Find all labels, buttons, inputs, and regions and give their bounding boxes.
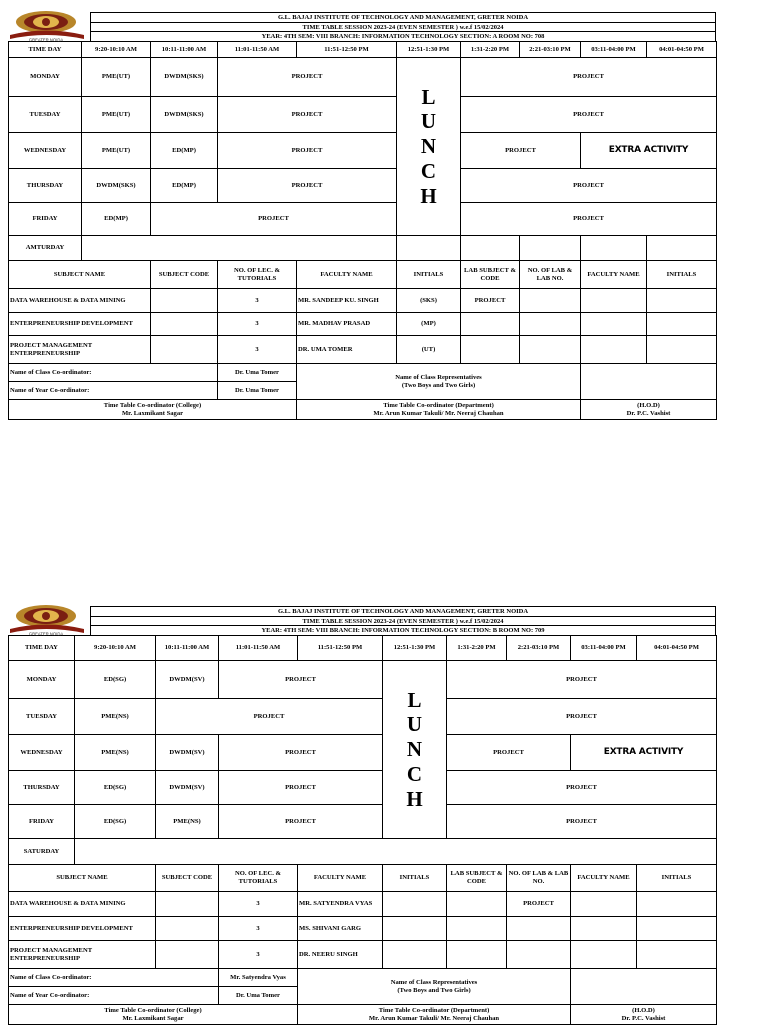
subject-code xyxy=(151,313,218,336)
subject-name: DATA WAREHOUSE & DATA MINING xyxy=(9,289,151,313)
lab-initials xyxy=(637,892,717,917)
lunch-letter: N xyxy=(420,134,437,159)
class-cell: PROJECT xyxy=(447,771,717,805)
lecture-count: 3 xyxy=(218,313,297,336)
schedule-table xyxy=(8,635,717,1025)
subject-name: PROJECT MANAGEMENT ENTERPRENEURSHIP xyxy=(9,336,151,364)
class-cell: PROJECT xyxy=(461,58,717,97)
slot-header: 12:51-1:30 PM xyxy=(383,636,447,661)
col-header: NO. OF LAB & LAB NO. xyxy=(507,865,571,892)
col-header: INITIALS xyxy=(647,261,717,289)
class-cell: PROJECT xyxy=(219,661,383,699)
department-coordinator xyxy=(297,400,581,420)
col-header: FACULTY NAME xyxy=(297,261,397,289)
class-cell: PROJECT xyxy=(447,661,717,699)
slot-header: 9:20-10:10 AM xyxy=(82,42,151,58)
lunch-letter: L xyxy=(421,84,436,109)
lab-initials xyxy=(647,289,717,313)
slot-header: 10:11-11:00 AM xyxy=(151,42,218,58)
faculty-name: DR. UMA TOMER xyxy=(297,336,397,364)
college-coordinator-name: Mr. Laxmikant Sagar xyxy=(121,409,184,417)
lab-number: PROJECT xyxy=(507,892,571,917)
lunch-letter: U xyxy=(420,109,437,134)
day-row xyxy=(9,699,717,735)
class-cell: PME(UT) xyxy=(82,133,151,169)
hod-title: (H.O.D) xyxy=(637,401,660,409)
class-coordinator-label: Name of Class Co-ordinator: xyxy=(9,969,219,987)
empty-cell xyxy=(581,236,647,261)
faculty-initials: (SKS) xyxy=(397,289,461,313)
empty-cell xyxy=(397,236,461,261)
lab-number xyxy=(520,289,581,313)
day-label: SATURDAY xyxy=(9,839,75,865)
day-label: WEDNESDAY xyxy=(9,133,82,169)
lunch-letter: U xyxy=(406,712,423,737)
day-label: AMTURDAY xyxy=(9,236,82,261)
slot-header: 9:20-10:10 AM xyxy=(75,636,156,661)
session-line: TIME TABLE SESSION 2023-24 (EVEN SEMESTER ) w.e.f 15/02/2024 xyxy=(90,22,716,32)
day-row xyxy=(9,97,717,133)
class-cell: PROJECT xyxy=(151,203,397,236)
slot-header: 1:31-2:20 PM xyxy=(447,636,507,661)
class-cell: PROJECT xyxy=(219,771,383,805)
class-cell: PME(UT) xyxy=(82,58,151,97)
empty-cell xyxy=(571,969,717,1005)
college-coordinator xyxy=(9,400,297,420)
faculty-initials: (MP) xyxy=(397,313,461,336)
lecture-count: 3 xyxy=(219,941,298,969)
day-row xyxy=(9,805,717,839)
time-day-header: TIME DAY xyxy=(9,42,82,58)
class-cell: PME(NS) xyxy=(75,735,156,771)
col-header: NO. OF LAB & LAB NO. xyxy=(520,261,581,289)
lecture-count: 3 xyxy=(218,289,297,313)
slot-header: 03:11-04:00 PM xyxy=(571,636,637,661)
subject-header-row xyxy=(9,261,717,289)
day-label: MONDAY xyxy=(9,661,75,699)
college-coordinator-title: Time Table Co-ordinator (College) xyxy=(104,1006,202,1014)
col-header: FACULTY NAME xyxy=(298,865,383,892)
lab-initials xyxy=(647,336,717,364)
schedule-table xyxy=(8,41,717,420)
day-row xyxy=(9,771,717,805)
col-header: SUBJECT NAME xyxy=(9,261,151,289)
subject-code xyxy=(151,336,218,364)
class-cell: PROJECT xyxy=(461,97,717,133)
coordinator-row xyxy=(9,364,717,382)
institute-name: G.L. BAJAJ INSTITUTE OF TECHNOLOGY AND MANAGEMENT, GRETER NOIDA xyxy=(90,12,716,22)
slot-header: 10:11-11:00 AM xyxy=(156,636,219,661)
class-cell: PROJECT xyxy=(219,735,383,771)
day-label: TUESDAY xyxy=(9,699,75,735)
day-row xyxy=(9,661,717,699)
day-row xyxy=(9,58,717,97)
class-cell: DWDM(SKS) xyxy=(82,169,151,203)
subject-row xyxy=(9,917,717,941)
year-coordinator-name: Dr. Uma Tomer xyxy=(219,987,298,1005)
subject-name: PROJECT MANAGEMENT ENTERPRENEURSHIP xyxy=(9,941,156,969)
day-row xyxy=(9,839,717,865)
col-header: SUBJECT NAME xyxy=(9,865,156,892)
class-cell: PROJECT xyxy=(218,58,397,97)
class-cell: ED(MP) xyxy=(151,133,218,169)
timetable-section-b xyxy=(8,606,716,1025)
class-cell: PROJECT xyxy=(447,805,717,839)
class-cell: PROJECT xyxy=(447,735,571,771)
class-info-line: YEAR: 4TH SEM: VIII BRANCH: INFORMATION TECHNOLOGY SECTION: B ROOM NO: 709 xyxy=(90,625,716,635)
subject-code xyxy=(151,289,218,313)
lab-initials xyxy=(637,917,717,941)
svg-text:GREATER NOIDA: GREATER NOIDA xyxy=(28,631,64,636)
lunch-letter: H xyxy=(406,786,423,811)
class-cell: ED(SG) xyxy=(75,771,156,805)
class-cell: PROJECT xyxy=(461,169,717,203)
col-header: LAB SUBJECT & CODE xyxy=(461,261,520,289)
faculty-name: MR. MADHAV PRASAD xyxy=(297,313,397,336)
subject-code xyxy=(156,941,219,969)
slot-header: 1:31-2:20 PM xyxy=(461,42,520,58)
empty-cell xyxy=(520,236,581,261)
timetable-header xyxy=(8,606,716,635)
day-label: THURSDAY xyxy=(9,771,75,805)
lab-subject xyxy=(447,917,507,941)
day-row xyxy=(9,203,717,236)
lab-subject: PROJECT xyxy=(461,289,520,313)
class-cell: PROJECT xyxy=(461,203,717,236)
institute-name: G.L. BAJAJ INSTITUTE OF TECHNOLOGY AND MANAGEMENT, GRETER NOIDA xyxy=(90,606,716,616)
lab-subject xyxy=(461,336,520,364)
empty-cell xyxy=(581,364,717,400)
timetable-header xyxy=(8,12,716,41)
lab-faculty xyxy=(581,313,647,336)
day-label: FRIDAY xyxy=(9,805,75,839)
col-header: INITIALS xyxy=(397,261,461,289)
class-cell: PME(NS) xyxy=(75,699,156,735)
lab-faculty xyxy=(571,941,637,969)
subject-row xyxy=(9,941,717,969)
slot-header: 11:51-12:50 PM xyxy=(297,42,397,58)
faculty-initials xyxy=(383,892,447,917)
department-coordinator-name: Mr. Arun Kumar Takuli/ Mr. Neeraj Chauhan xyxy=(373,409,504,417)
year-coordinator-label: Name of Year Co-ordinator: xyxy=(9,382,218,400)
subject-code xyxy=(156,892,219,917)
lab-subject xyxy=(461,313,520,336)
department-coordinator xyxy=(298,1005,571,1025)
lab-number xyxy=(520,336,581,364)
subject-row xyxy=(9,892,717,917)
class-cell: DWDM(SKS) xyxy=(151,58,218,97)
lab-faculty xyxy=(571,917,637,941)
slot-header: 11:01-11:50 AM xyxy=(218,42,297,58)
lab-faculty xyxy=(581,289,647,313)
lab-number xyxy=(520,313,581,336)
lab-initials xyxy=(637,941,717,969)
class-cell: PROJECT xyxy=(218,169,397,203)
slot-header: 04:01-04:50 PM xyxy=(637,636,717,661)
slot-header: 03:11-04:00 PM xyxy=(581,42,647,58)
college-coordinator-title: Time Table Co-ordinator (College) xyxy=(103,401,202,409)
class-cell: ED(MP) xyxy=(151,169,218,203)
col-header: FACULTY NAME xyxy=(571,865,637,892)
slot-header: 2:21-03:10 PM xyxy=(507,636,571,661)
col-header: SUBJECT CODE xyxy=(156,865,219,892)
col-header: NO. OF LEC. & TUTORIALS xyxy=(219,865,298,892)
department-coordinator-title: Time Table Co-ordinator (Department) xyxy=(378,1006,490,1014)
college-logo-icon xyxy=(8,604,86,636)
extra-activity-cell: EXTRA ACTIVITY xyxy=(571,735,717,771)
lab-number xyxy=(507,941,571,969)
lab-initials xyxy=(647,313,717,336)
class-representatives xyxy=(298,969,571,1005)
empty-cell xyxy=(82,236,397,261)
class-cell: PROJECT xyxy=(218,97,397,133)
timetable-section-a xyxy=(8,12,716,420)
day-label: THURSDAY xyxy=(9,169,82,203)
hod-name: Dr. P.C. Vashist xyxy=(621,1014,666,1022)
day-row xyxy=(9,169,717,203)
class-cell: DWDM(SKS) xyxy=(151,97,218,133)
class-coordinator-name: Dr. Uma Tomer xyxy=(218,364,297,382)
col-header: NO. OF LEC. & TUTORIALS xyxy=(218,261,297,289)
col-header: INITIALS xyxy=(383,865,447,892)
year-coordinator-name: Dr. Uma Tomer xyxy=(218,382,297,400)
faculty-name: DR. NEERU SINGH xyxy=(298,941,383,969)
slot-header: 04:01-04:50 PM xyxy=(647,42,717,58)
lunch-cell xyxy=(383,661,447,839)
lab-number xyxy=(507,917,571,941)
faculty-name: MS. SHIVANI GARG xyxy=(298,917,383,941)
lunch-letter: L xyxy=(407,687,422,712)
lunch-letter: N xyxy=(406,737,423,762)
hod xyxy=(581,400,717,420)
class-cell: ED(SG) xyxy=(75,661,156,699)
day-label: WEDNESDAY xyxy=(9,735,75,771)
empty-cell xyxy=(75,839,717,865)
empty-cell xyxy=(461,236,520,261)
signature-row xyxy=(9,1005,717,1025)
class-cell: PROJECT xyxy=(461,133,581,169)
college-coordinator xyxy=(9,1005,298,1025)
col-header: SUBJECT CODE xyxy=(151,261,218,289)
class-cell: DWDM(SV) xyxy=(156,661,219,699)
lunch-cell xyxy=(397,58,461,236)
time-day-header: TIME DAY xyxy=(9,636,75,661)
class-coordinator-label: Name of Class Co-ordinator: xyxy=(9,364,218,382)
department-coordinator-name: Mr. Arun Kumar Takuli/ Mr. Neeraj Chauhan xyxy=(368,1014,500,1022)
col-header: FACULTY NAME xyxy=(581,261,647,289)
class-cell: PROJECT xyxy=(218,133,397,169)
subject-code xyxy=(156,917,219,941)
subject-name: DATA WAREHOUSE & DATA MINING xyxy=(9,892,156,917)
class-cell: ED(SG) xyxy=(75,805,156,839)
coordinator-row xyxy=(9,969,717,987)
empty-cell xyxy=(647,236,717,261)
lunch-letter: H xyxy=(420,183,437,208)
class-cell: PROJECT xyxy=(219,805,383,839)
hod-title: (H.O.D) xyxy=(632,1006,655,1014)
session-line: TIME TABLE SESSION 2023-24 (EVEN SEMESTER ) w.e.f 15/02/2024 xyxy=(90,616,716,626)
class-cell: PROJECT xyxy=(156,699,383,735)
lecture-count: 3 xyxy=(219,892,298,917)
hod xyxy=(571,1005,717,1025)
extra-activity-cell: EXTRA ACTIVITY xyxy=(581,133,717,169)
class-reps-title: Name of Class Representatives xyxy=(395,373,482,381)
class-reps-title: Name of Class Representatives xyxy=(390,978,478,986)
lunch-letter: C xyxy=(420,158,437,183)
subject-row xyxy=(9,336,717,364)
day-label: TUESDAY xyxy=(9,97,82,133)
class-reps-note: (Two Boys and Two Girls) xyxy=(397,986,471,994)
class-cell: PME(UT) xyxy=(82,97,151,133)
lecture-count: 3 xyxy=(219,917,298,941)
faculty-initials: (UT) xyxy=(397,336,461,364)
class-info-line: YEAR: 4TH SEM: VIII BRANCH: INFORMATION TECHNOLOGY SECTION: A ROOM NO: 708 xyxy=(90,31,716,41)
faculty-initials xyxy=(383,917,447,941)
day-row xyxy=(9,236,717,261)
lab-subject xyxy=(447,941,507,969)
time-slots-row xyxy=(9,42,717,58)
department-coordinator-title: Time Table Co-ordinator (Department) xyxy=(383,401,494,409)
slot-header: 11:51-12:50 PM xyxy=(298,636,383,661)
class-cell: PROJECT xyxy=(447,699,717,735)
time-slots-row xyxy=(9,636,717,661)
class-cell: PME(NS) xyxy=(156,805,219,839)
class-reps-note: (Two Boys and Two Girls) xyxy=(401,381,476,389)
college-coordinator-name: Mr. Laxmikant Sagar xyxy=(122,1014,184,1022)
subject-row xyxy=(9,313,717,336)
class-cell: ED(MP) xyxy=(82,203,151,236)
lecture-count: 3 xyxy=(218,336,297,364)
hod-name: Dr. P.C. Vashist xyxy=(626,409,671,417)
lab-faculty xyxy=(581,336,647,364)
lunch-letter: C xyxy=(406,761,423,786)
day-label: FRIDAY xyxy=(9,203,82,236)
svg-text:GREATER NOIDA: GREATER NOIDA xyxy=(28,37,64,42)
day-row xyxy=(9,133,717,169)
signature-row xyxy=(9,400,717,420)
lab-faculty xyxy=(571,892,637,917)
faculty-name: MR. SATYENDRA VYAS xyxy=(298,892,383,917)
faculty-name: MR. SANDEEP KU. SINGH xyxy=(297,289,397,313)
subject-name: ENTERPRENEURSHIP DEVELOPMENT xyxy=(9,313,151,336)
slot-header: 12:51-1:30 PM xyxy=(397,42,461,58)
class-cell: DWDM(SV) xyxy=(156,771,219,805)
col-header: INITIALS xyxy=(637,865,717,892)
class-cell: DWDM(SV) xyxy=(156,735,219,771)
day-row xyxy=(9,735,717,771)
subject-name: ENTERPRENEURSHIP DEVELOPMENT xyxy=(9,917,156,941)
subject-row xyxy=(9,289,717,313)
slot-header: 11:01-11:50 AM xyxy=(219,636,298,661)
faculty-initials xyxy=(383,941,447,969)
year-coordinator-label: Name of Year Co-ordinator: xyxy=(9,987,219,1005)
lab-subject xyxy=(447,892,507,917)
col-header: LAB SUBJECT & CODE xyxy=(447,865,507,892)
class-representatives xyxy=(297,364,581,400)
slot-header: 2:21-03:10 PM xyxy=(520,42,581,58)
subject-header-row xyxy=(9,865,717,892)
day-label: MONDAY xyxy=(9,58,82,97)
class-coordinator-name: Mr. Satyendra Vyas xyxy=(219,969,298,987)
college-logo-icon xyxy=(8,10,86,42)
